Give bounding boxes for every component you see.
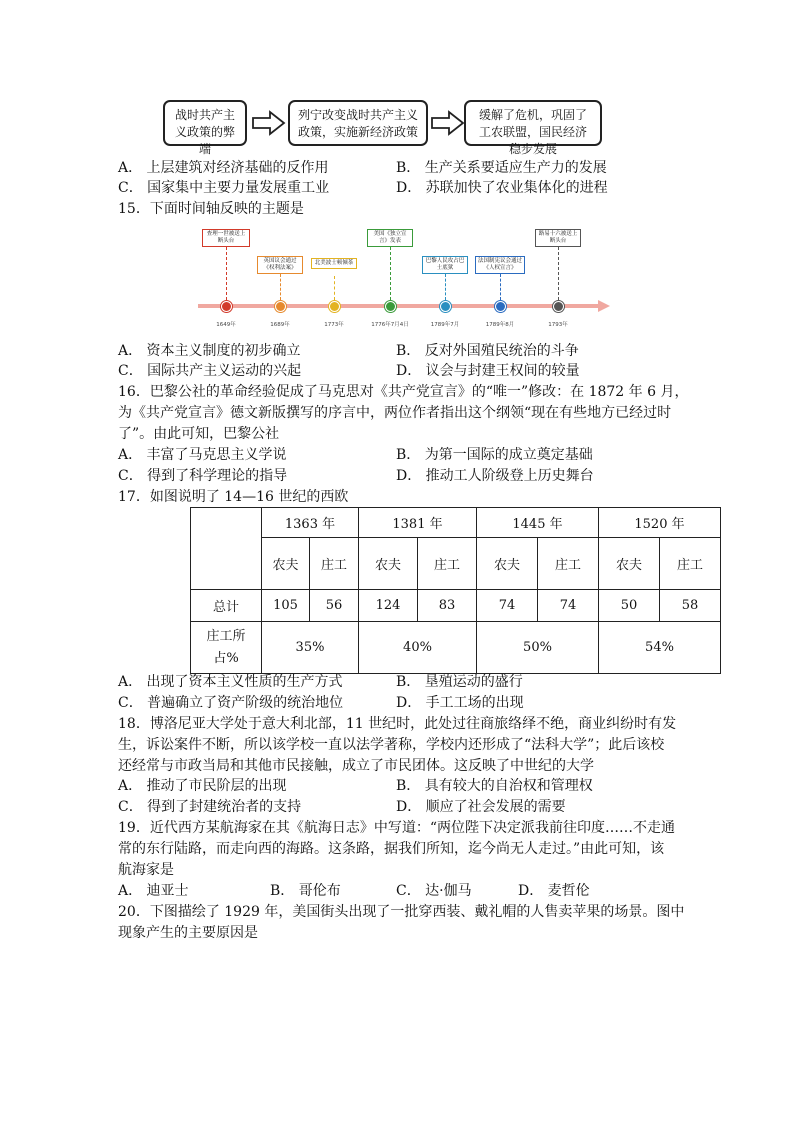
row-label: 总计 [191,590,262,622]
timeline-connector [558,247,559,300]
col-header: 农夫 [477,538,538,590]
q14-option-b[interactable]: B． 生产关系要适应生产力的发展 [396,160,607,176]
q19-option-a[interactable]: A． 迪亚士 [118,883,189,899]
timeline-event-box: 查理一世被送上断头台 [202,229,250,247]
q17-option-d[interactable]: D． 手工工场的出现 [396,695,524,711]
timeline-event-box: 巴黎人民攻占巴士底狱 [422,256,468,274]
table-row [191,622,721,674]
q17-option-c[interactable]: C． 普遍确立了资产阶级的统治地位 [118,695,344,711]
timeline-dot [440,301,451,312]
q18-stem-line3: 还经常与市政当局和其他市民接触，成立了市民团体。这反映了中世纪的大学 [118,758,594,774]
timeline-event-box: 北美波士顿倾茶 [311,258,357,269]
timeline-dot [329,301,340,312]
year-header: 1445 年 [477,508,599,538]
timeline-date: 1776年7月4日 [371,322,409,328]
col-header: 庄工 [418,538,477,590]
table-cell: 74 [538,590,599,622]
q17-stem: 17．如图说明了 14—16 世纪的西欧 [118,489,349,505]
q15-option-b[interactable]: B． 反对外国殖民统治的斗争 [396,343,579,359]
timeline-date: 1773年 [324,322,344,328]
q19-option-b[interactable]: B． 哥伦布 [270,883,341,899]
q20-stem-line2: 现象产生的主要原因是 [118,925,258,941]
q16-stem-line1: 16．巴黎公社的革命经验促成了马克思对《共产党宣言》的“唯一”修改：在 1872 年 6 月， [118,384,689,400]
q15-stem: 15．下面时间轴反映的主题是 [118,201,304,217]
timeline-dot [553,301,564,312]
q16-option-d[interactable]: D． 推动工人阶级登上历史舞台 [396,468,594,484]
q14-option-c[interactable]: C． 国家集中主要力量发展重工业 [118,180,330,196]
q16-option-b[interactable]: B． 为第一国际的成立奠定基础 [396,447,593,463]
table-cell: 105 [262,590,310,622]
timeline-axis [196,296,612,316]
q17-table [190,507,721,674]
table-cell: 40% [359,622,477,674]
table-cell: 50% [477,622,599,674]
table-cell: 58 [660,590,721,622]
q15-option-c[interactable]: C． 国际共产主义运动的兴起 [118,363,302,379]
timeline-dot [385,301,396,312]
timeline-date: 1649年 [216,322,236,328]
q19-option-c[interactable]: C． 达·伽马 [396,883,472,899]
timeline-event-box: 法国制宪议会通过《人权宣言》 [475,256,525,274]
q18-option-c[interactable]: C． 得到了封建统治者的支持 [118,799,302,815]
timeline-event-box: 美国《独立宣言》发表 [367,229,413,247]
q17-option-a[interactable]: A． 出现了资本主义性质的生产方式 [118,674,343,690]
q15-option-a[interactable]: A． 资本主义制度的初步确立 [118,343,301,359]
timeline-connector [334,276,335,300]
q16-stem-line2: 为《共产党宣言》德文新版撰写的序言中，两位作者指出这个纲领“现在有些地方已经过时 [118,405,672,421]
flow-box-1-text: 战时共产主义政策的弊端 [174,108,235,156]
timeline-event-box: 英国议会通过《权利法案》 [257,256,303,274]
timeline-date: 1789年7月 [430,322,460,328]
table-cell: 50 [599,590,660,622]
q18-option-d[interactable]: D． 顺应了社会发展的需要 [396,799,566,815]
flow-box-2 [288,100,428,146]
timeline-date: 1789年8月 [485,322,515,328]
timeline-date: 1793年 [548,322,568,328]
q18-stem-line2: 生，诉讼案件不断，所以该学校一直以法学著称，学校内还形成了“法科大学”；此后该校 [118,737,665,753]
q15-option-d[interactable]: D． 议会与封建王权间的较量 [396,363,580,379]
table-corner [191,508,262,590]
row-label: 庄工所占% [191,622,262,674]
timeline-event-box: 路易十六被送上断头台 [535,229,581,247]
timeline-connector [390,247,391,300]
timeline-connector [226,247,227,300]
col-header: 农夫 [262,538,310,590]
q17-option-b[interactable]: B． 垦殖运动的盛行 [396,674,523,690]
table-cell: 56 [310,590,359,622]
q19-stem-line3: 航海家是 [118,862,174,878]
col-header: 农夫 [599,538,660,590]
q16-option-a[interactable]: A． 丰富了马克思主义学说 [118,447,287,463]
timeline-dot [275,301,286,312]
q18-option-b[interactable]: B． 具有较大的自治权和管理权 [396,778,593,794]
q16-stem-line3: 了”。由此可知，巴黎公社 [118,426,280,442]
flow-box-1 [163,100,247,156]
q18-option-a[interactable]: A． 推动了市民阶层的出现 [118,778,287,794]
timeline-connector [445,274,446,300]
q14-option-d[interactable]: D． 苏联加快了农业集体化的进程 [396,180,608,196]
q14-option-a[interactable]: A． 上层建筑对经济基础的反作用 [118,160,329,176]
table-cell: 74 [477,590,538,622]
timeline-dot [221,301,232,312]
timeline-dot [495,301,506,312]
q19-stem-line1: 19．近代西方某航海家在其《航海日志》中写道：“两位陛下决定派我前往印度……不走通 [118,820,675,836]
table-row [191,590,721,622]
year-header: 1381 年 [359,508,477,538]
flow-box-2-text: 列宁改变战时共产主义政策，实施新经济政策 [298,108,419,139]
col-header: 农夫 [359,538,418,590]
year-header: 1363 年 [262,508,359,538]
timeline-date: 1689年 [270,322,290,328]
table-cell: 35% [262,622,359,674]
table-cell: 83 [418,590,477,622]
timeline-connector [280,274,281,300]
col-header: 庄工 [660,538,721,590]
flow-box-3 [464,100,602,156]
flow-arrow-2 [431,110,465,136]
col-header: 庄工 [538,538,599,590]
col-header: 庄工 [310,538,359,590]
q18-stem-line1: 18．博洛尼亚大学处于意大利北部，11 世纪时，此处过往商旅络绎不绝，商业纠纷时有发 [118,716,677,732]
q20-stem-line1: 20．下图描绘了 1929 年，美国街头出现了一批穿西装、戴礼帽的人售卖苹果的场景。图中 [118,904,685,920]
q19-stem-line2: 常的东行陆路，而走向西的海路。这条路，据我们所知，迄今尚无人走过。”由此可知，该 [118,841,665,857]
timeline-connector [500,274,501,300]
table-cell: 124 [359,590,418,622]
flow-box-3-text: 缓解了危机，巩固了工农联盟，国民经济稳步发展 [478,108,587,156]
table-cell: 54% [599,622,721,674]
year-header: 1520 年 [599,508,721,538]
q19-option-d[interactable]: D． 麦哲伦 [518,883,590,899]
q16-option-c[interactable]: C． 得到了科学理论的指导 [118,468,288,484]
flow-arrow-1 [252,110,286,136]
